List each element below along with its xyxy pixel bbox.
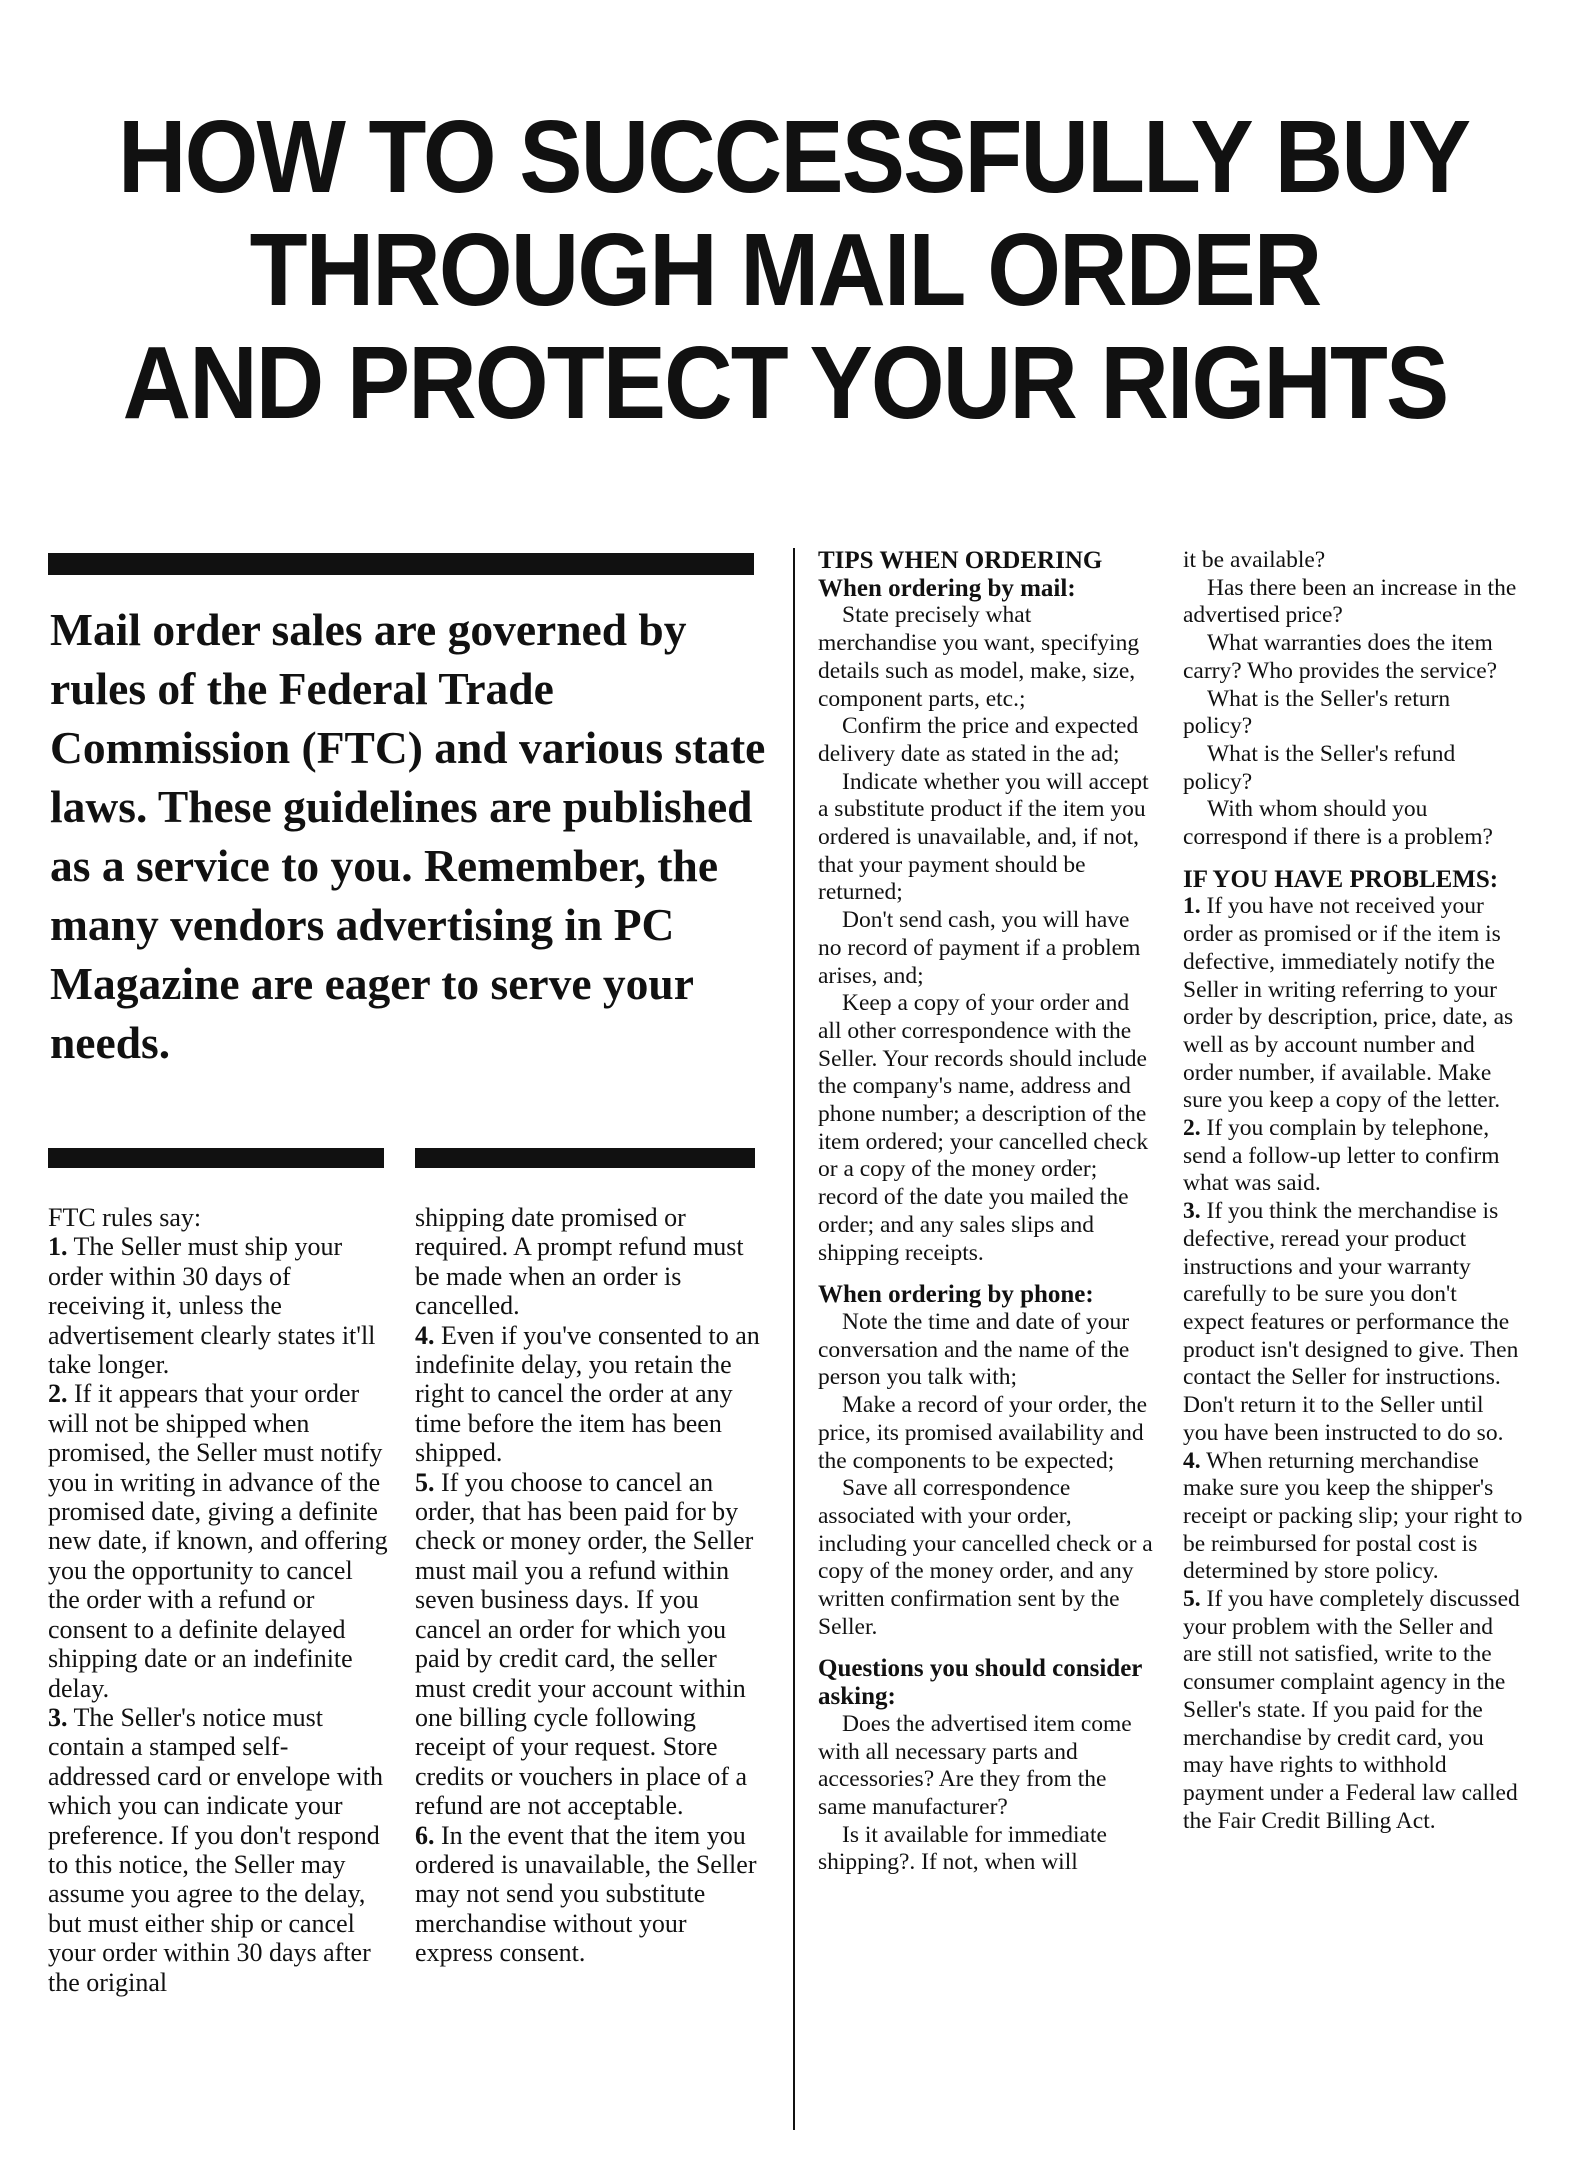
ftc-rule: 6. In the event that the item you ordered is unavailable, the Seller may not send you substitute merchandise without your express consent. — [415, 1820, 757, 1968]
question-item: Does the advertised item come with all necessary parts and accessories? Are they from the same manufacturer? — [818, 1710, 1132, 1820]
question-item: Is it available for immediate shipping?. If not, when will — [818, 1821, 1107, 1876]
ftc-heading: FTC rules say: — [48, 1203, 202, 1232]
questions-heading: Questions you should consider asking: — [818, 1655, 1142, 1711]
intro-top-rule — [48, 553, 754, 575]
column2-rule — [415, 1148, 755, 1168]
ftc-rule: 3. The Seller's notice must contain a stamped self-addressed card or envelope with which you can indicate your preference. If you don't respond to this notice, the Seller may assume you agree to the delay, but must either ship or cancel your order within 30 days after the original — [48, 1702, 383, 1997]
ftc-rule: 1. The Seller must ship your order within 30 days of receiving it, unless the advertisement clearly states it'll take longer. — [48, 1232, 376, 1380]
question-item: What is the Seller's refund policy? — [1183, 740, 1456, 795]
question-item: Has there been an increase in the advertised price? — [1183, 574, 1517, 629]
question-continuation: it be available? — [1183, 547, 1326, 573]
page-headline — [118, 99, 1470, 440]
tip-item: Indicate whether you will accept a substitute product if the item you ordered is unavailable, and, if not, that your payment should be returned; — [818, 768, 1149, 906]
ftc-column-2 — [415, 1203, 760, 1968]
headline-line: HOW TO SUCCESSFULLY BUY — [118, 99, 1470, 214]
problems-column — [1183, 547, 1523, 1835]
column1-rule — [48, 1148, 384, 1168]
ftc-rule: 2. If it appears that your order will not be shipped when promised, the Seller must notify you in writing in advance of the promised date, giving a definite new date, if known, and offering you the opportunity to cancel the order with a refund or consent to a definite delayed shipping date or an indefinite delay. — [48, 1379, 388, 1703]
problem-item: 3. If you think the merchandise is defective, reread your product instructions and your warranty carefully to be sure you don't expect features or performance the product isn't designed to give. Then contact the Seller for instructions. Don't return it to the Seller until you have been instructed to do so. — [1183, 1198, 1519, 1446]
problem-item: 4. When returning merchandise make sure you keep the shipper's receipt or packing slip; your right to be reimbursed for postal cost is determined by store policy. — [1183, 1447, 1523, 1585]
headline-line: THROUGH MAIL ORDER — [249, 212, 1321, 327]
tip-item: Confirm the price and expected delivery date as stated in the ad; — [818, 713, 1139, 767]
column-divider — [793, 548, 795, 2130]
problem-item: 2. If you complain by telephone, send a follow-up letter to confirm what was said. — [1183, 1115, 1500, 1197]
question-item: What is the Seller's return policy? — [1183, 685, 1451, 740]
ftc-continuation: shipping date promised or required. A prompt refund must be made when an order is cancelled. — [415, 1203, 744, 1321]
tips-heading: TIPS WHEN ORDERING — [818, 547, 1103, 574]
tip-item: Don't send cash, you will have no record of payment if a problem arises, and; — [818, 907, 1141, 989]
headline-line: AND PROTECT YOUR RIGHTS — [122, 325, 1448, 440]
intro-paragraph: Mail order sales are governed by rules of the Federal Trade Commission (FTC) and various state laws. These guidelines are published as a service to you. Remember, the many vendors advertising in PC Magazine are eager to serve your needs. — [50, 604, 766, 1068]
tip-item: Make a record of your order, the price, its promised availability and the components to be expected; — [818, 1392, 1148, 1474]
question-item: With whom should you correspond if there is a problem? — [1183, 796, 1493, 851]
phone-heading: When ordering by phone: — [818, 1281, 1094, 1309]
tip-item: State precisely what merchandise you want, specifying details such as model, make, size, component parts, etc.; — [818, 602, 1140, 712]
tip-item: Save all correspondence associated with your order, including your cancelled check or a copy of the money order, and any written confirmation sent by the Seller. — [818, 1475, 1153, 1640]
problems-heading: IF YOU HAVE PROBLEMS: — [1183, 865, 1499, 893]
ftc-column-1 — [48, 1203, 388, 1997]
ftc-rule: 4. Even if you've consented to an indefinite delay, you retain the right to cancel the order at any time before the item has been shipped. — [415, 1320, 760, 1468]
tip-item: Note the time and date of your conversation and the name of the person you talk with; — [818, 1308, 1130, 1391]
question-item: What warranties does the item carry? Who provides the service? — [1183, 630, 1498, 684]
problem-item: 5. If you have completely discussed your problem with the Seller and are still not satisfied, write to the consumer complaint agency in the Seller's state. If you paid for the merchandise by credit card, you may have rights to withhold payment under a Federal law called the Fair Credit Billing Act. — [1183, 1586, 1520, 1834]
problem-item: 1. If you have not received your order as promised or if the item is defective, immediately notify the Seller in writing referring to your order by description, price, date, as well as by account number and order number, if available. Make sure you keep a copy of the letter. — [1183, 893, 1514, 1114]
ftc-rule: 5. If you choose to cancel an order, that has been paid for by check or money order, the Seller must mail you a refund within seven business days. If you cancel an order for which you paid by credit card, the seller must credit your account within one billing cycle following receipt of your request. Store credits or vouchers in place of a refund are not acceptable. — [415, 1467, 754, 1821]
tips-column — [818, 547, 1153, 1877]
tip-item: Keep a copy of your order and all other correspondence with the Seller. Your records should include the company's name, address and phone number; a description of the item ordered; your cancelled check or a copy of the money order; record of the date you mailed the order; and any sales slips and shipping receipts. — [818, 990, 1149, 1266]
mail-heading: When ordering by mail: — [818, 574, 1076, 602]
